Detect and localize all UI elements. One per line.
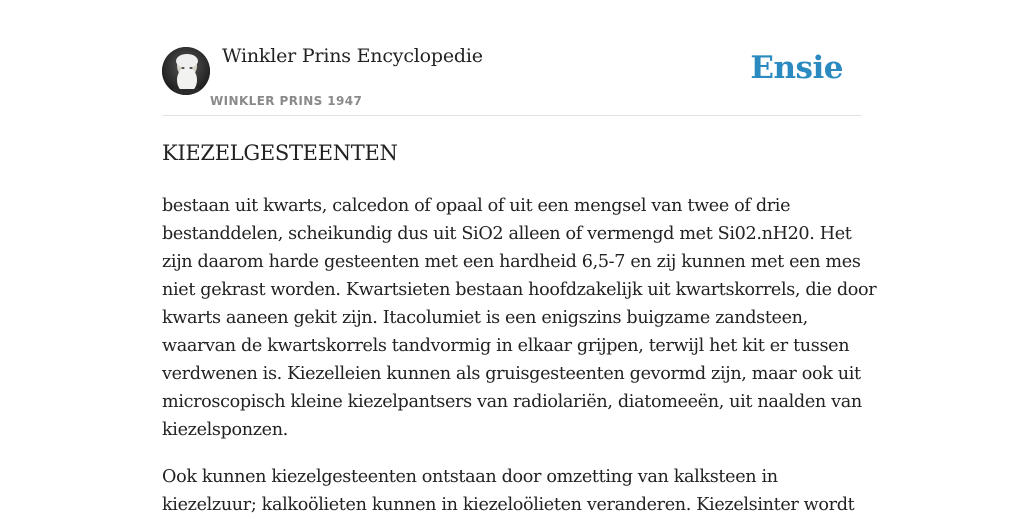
paragraph-line: kwarts aaneen gekit zijn. Itacolumiet is een enigszins buigzame zandsteen,: [162, 308, 808, 328]
header: [162, 0, 862, 116]
portrait-icon: [162, 47, 210, 95]
article-paragraph-1: [162, 192, 877, 444]
paragraph-line: bestanddelen, scheikundig dus uit SiO2 alleen of vermengd met Si02.nH20. Het: [162, 224, 852, 244]
brand-logo[interactable]: Ensie: [750, 50, 843, 86]
paragraph-line: kiezelzuur; kalkoölieten kunnen in kiezeloölieten veranderen. Kiezelsinter wordt: [162, 495, 855, 515]
paragraph-line: kiezelsponzen.: [162, 420, 288, 440]
paragraph-line: niet gekrast worden. Kwartsieten bestaan hoofdzakelijk uit kwartskorrels, die door: [162, 280, 877, 300]
avatar[interactable]: [162, 47, 210, 95]
paragraph-line: zijn daarom harde gesteenten met een hardheid 6,5-7 en zij kunnen met een mes: [162, 252, 861, 272]
paragraph-line: bestaan uit kwarts, calcedon of opaal of uit een mengsel van twee of drie: [162, 196, 791, 216]
paragraph-line: Ook kunnen kiezelgesteenten ontstaan door omzetting van kalksteen in: [162, 467, 778, 487]
article-paragraph-2: [162, 463, 862, 519]
paragraph-line: waarvan de kwartskorrels tandvormig in elkaar grijpen, terwijl het kit er tussen: [162, 336, 850, 356]
article-title: KIEZELGESTEENTEN: [162, 141, 398, 165]
page: [162, 0, 877, 515]
source-label[interactable]: WINKLER PRINS 1947: [210, 94, 363, 108]
site-title[interactable]: Winkler Prins Encyclopedie: [222, 45, 483, 67]
paragraph-line: verdwenen is. Kiezelleien kunnen als gruisgesteenten gevormd zijn, maar ook uit: [162, 364, 861, 384]
paragraph-line: microscopisch kleine kiezelpantsers van radiolariën, diatomeeën, uit naalden van: [162, 392, 862, 412]
